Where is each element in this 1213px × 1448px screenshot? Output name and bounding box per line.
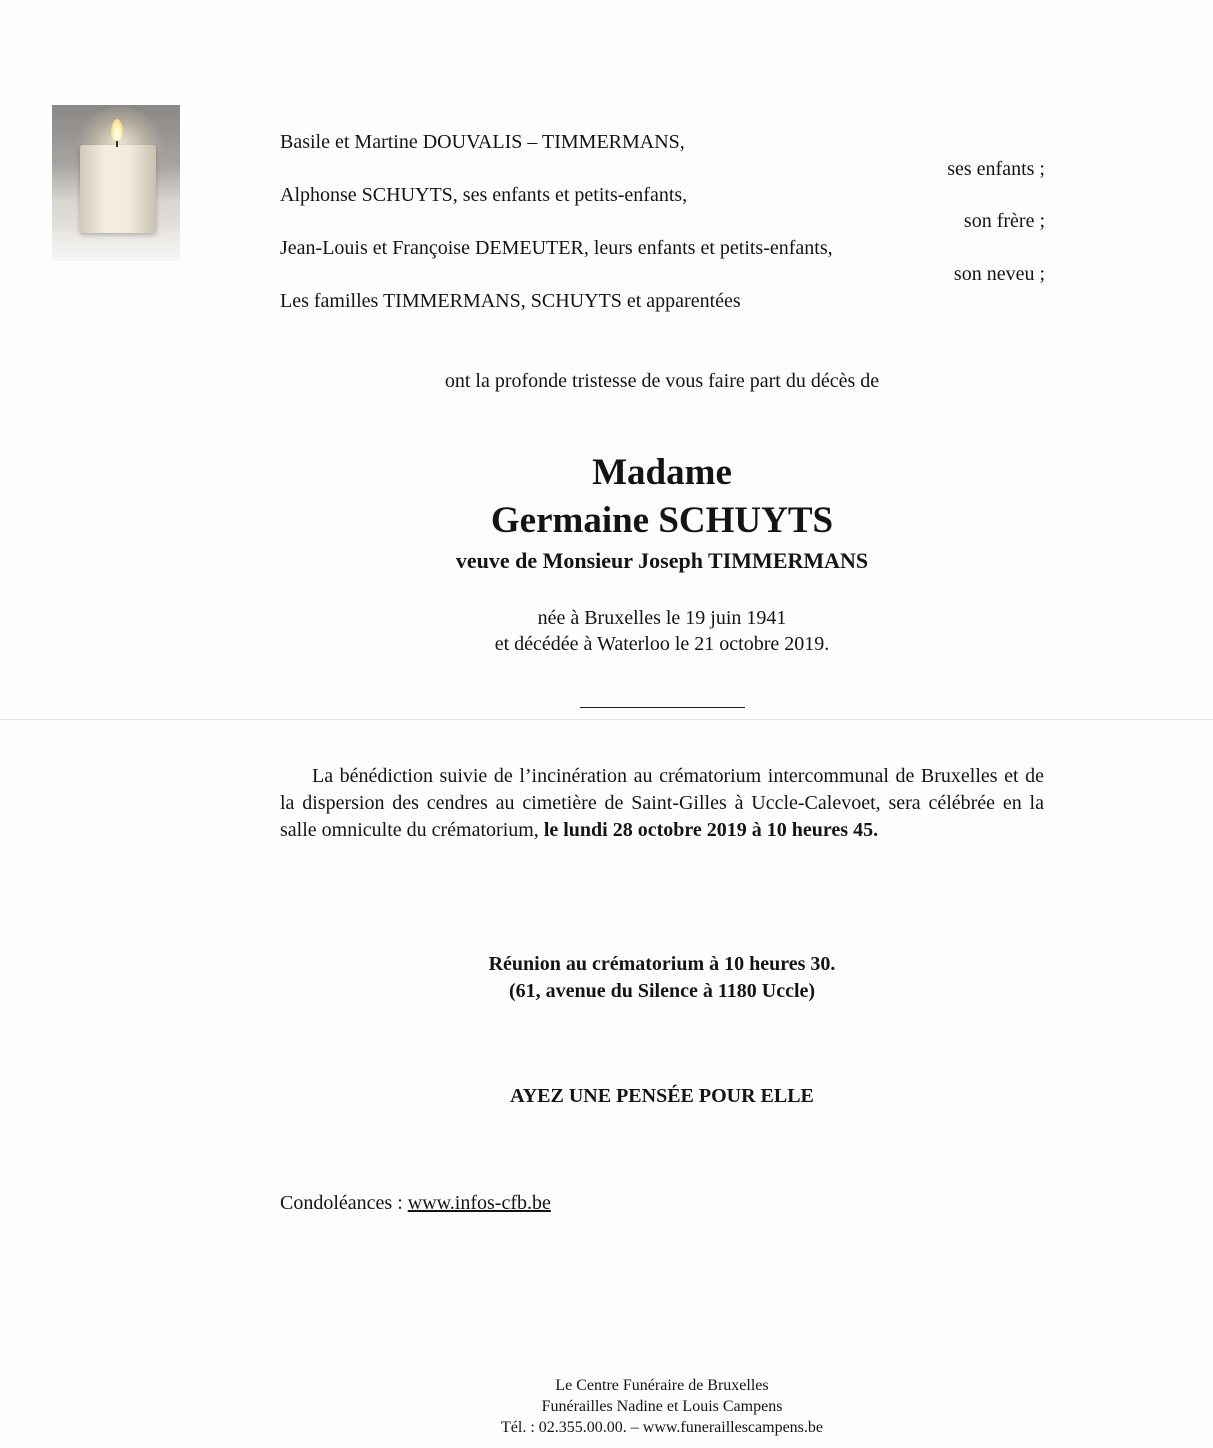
candle-body xyxy=(80,145,156,233)
closing-phrase: AYEZ UNE PENSÉE POUR ELLE xyxy=(510,1085,814,1107)
footer-line-1: Le Centre Funéraire de Bruxelles xyxy=(555,1377,769,1394)
funeral-home-footer xyxy=(280,1375,1044,1438)
ceremony-text: La bénédiction suivie de l’incinération au crématorium intercommunal de Bruxelles et de la dispersion des cendres au cimetière de Saint-Gilles à Uccle-Calevoet, sera célébrée en la salle omniculte du crématorium, xyxy=(280,765,1044,841)
family-line-3: Jean-Louis et Françoise DEMEUTER, leurs enfants et petits-enfants, xyxy=(280,237,833,259)
ceremony-date: le lundi 28 octobre 2019 à 10 heures 45. xyxy=(543,819,879,841)
fold-line xyxy=(0,719,1213,720)
birth-line: née à Bruxelles le 19 juin 1941 xyxy=(537,607,787,629)
condolences-label: Condoléances : xyxy=(280,1192,408,1214)
ceremony-paragraph xyxy=(280,763,1044,844)
footer-line-3: Tél. : 02.355.00.00. – www.funeraillescampens.be xyxy=(501,1419,823,1436)
deceased-spouse: veuve de Monsieur Joseph TIMMERMANS xyxy=(455,548,869,573)
family-relation-3: son neveu ; xyxy=(953,263,1045,285)
deceased-title: Madame xyxy=(592,452,732,493)
meeting-info xyxy=(280,951,1044,1005)
candle-photo xyxy=(52,105,180,261)
candle-flame-icon xyxy=(111,119,123,141)
family-relation-2: son frère ; xyxy=(963,210,1045,232)
family-line-4: Les familles TIMMERMANS, SCHUYTS et apparentées xyxy=(280,290,741,312)
family-line-1: Basile et Martine DOUVALIS – TIMMERMANS, xyxy=(280,131,685,153)
family-relation-1: ses enfants ; xyxy=(947,158,1045,180)
deceased-name: Germaine SCHUYTS xyxy=(490,500,834,541)
candle-surface xyxy=(52,231,180,261)
announcement-text: ont la profonde tristesse de vous faire part du décès de xyxy=(444,370,880,392)
meeting-address: (61, avenue du Silence à 1180 Uccle) xyxy=(508,980,816,1002)
footer-line-2: Funérailles Nadine et Louis Campens xyxy=(541,1398,783,1415)
death-line: et décédée à Waterloo le 21 octobre 2019. xyxy=(494,633,830,655)
family-line-2: Alphonse SCHUYTS, ses enfants et petits-enfants, xyxy=(280,184,688,206)
meeting-time: Réunion au crématorium à 10 heures 30. xyxy=(488,953,836,975)
condolences-link[interactable]: www.infos-cfb.be xyxy=(407,1192,551,1214)
life-dates xyxy=(280,605,1044,657)
condolences-line xyxy=(280,1190,551,1216)
separator-line xyxy=(580,707,745,708)
